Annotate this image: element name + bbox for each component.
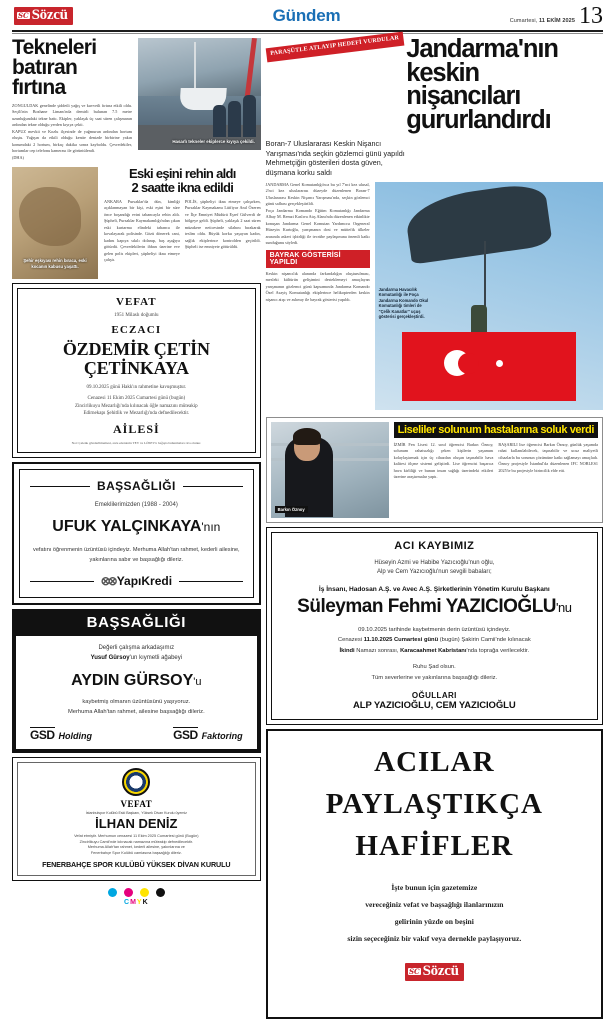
story-jandarma-photo-caption: Jandarma Havacılık Komutanlığı ile Foça Jandarma Komando Okul Komutanlığı timleri de "Çelik Kanatlar" uçuş gösterisi gerçekleştirdi.	[378, 286, 429, 320]
aci-name-suffix: 'nu	[556, 599, 572, 615]
condolence-logo-row	[30, 574, 243, 588]
obituary-kicker: VEFAT	[116, 296, 157, 309]
yapikredi-logo-icon: ⊗⊗	[100, 574, 115, 589]
obituary-inner	[17, 288, 256, 453]
story-liseliler	[266, 417, 603, 523]
promo-logo	[280, 961, 589, 981]
story-liseliler-col-1: İZMİR Fen Lisesi 12. sınıf öğrencisi Barkın Öznoy, solunum rahatsızlığı çeken kişilerin yaşamını kolaylaştırmak için üç cihazdan oluşan taşınabilir hava kalitesi ölçme sistemi geliştirdi. Lise öğrencisi başarıca hava kirliliği ve bunun insan sağlığı üzerindeki etkileri üzerine araştırmalar yaptı.	[393, 441, 494, 480]
aci-title: ACI KAYBIMIZ	[394, 539, 475, 552]
story-jandarma-paragraphs	[266, 182, 370, 247]
obituary-aci-inner	[271, 532, 598, 720]
fenerbahce-role: İstanbulspor Kulübü Eski Başkanı, Yüksek Divan Kurulu üyemiz	[85, 810, 187, 815]
headline-line-1: Eski eşini rehin aldı	[128, 166, 236, 182]
photo-mast	[194, 42, 196, 94]
promo-text-line-2: vereceğiniz vefat ve başsağlığı ilanlarınızın	[365, 900, 504, 910]
promo-word-2: PAYLAŞTIKÇA	[325, 788, 543, 821]
obituary-role: ECZACI	[111, 323, 162, 336]
gsd-subtitle	[26, 644, 247, 663]
gsd-subtitle-line-1: Değerli çalışma arkadaşımız	[98, 645, 175, 652]
photo-helicopter	[403, 182, 552, 264]
obituary-fenerbahce-inner	[17, 762, 256, 877]
story-jandarma-paragraph-3: Keskin nişancılık alanında farkındalığın oluşturulması, mesleki kültürün gelişimini desteklemeyi amaçlayan yarışmanın gözlemci günü kapsamında Jandarma Komando Özel Asayiş Komutanlığı ekiplerince helikopterden keskin nişancı atışı ve aslımıy ile bayrak gösterisi yapıldı.	[265, 270, 370, 302]
flash-badge: PARAŞÜTLE ATLAYIP HEDEFİ VURDULAR	[265, 32, 403, 62]
gsd-text	[26, 698, 247, 718]
obituary-funeral-lines	[26, 395, 247, 418]
condolence-inner	[19, 469, 254, 598]
cmyk-label-y: Y	[136, 899, 143, 907]
story-liseliler-headline: Liseliler solunum hastalarına soluk verdi	[394, 422, 598, 438]
obituary-note: Not: Çelenk gönderilmemesi, arzu edenlerin TEV ve LÖSEV'e bağışta bulunmaları rica olunur.	[71, 440, 202, 445]
source-credit: (DHA)	[12, 154, 24, 160]
promo-word-3: HAFİFLER	[355, 830, 514, 863]
photo-student-hair	[293, 428, 321, 445]
story-liseliler-text	[394, 422, 598, 481]
cmyk-dot-magenta	[124, 888, 133, 897]
aci-role: İş İnsanı, Hadosan A.Ş. ve Avec A.Ş. Şirketlerinin Yönetim Kurulu Başkanı	[318, 585, 550, 593]
gsd-name	[26, 672, 247, 690]
gsd-holding-logo-word: Holding	[58, 730, 93, 741]
story-jandarma-headline-block	[266, 35, 603, 135]
obituary-aci-kaybimiz	[266, 527, 603, 725]
photo-crane	[244, 38, 257, 103]
fenerbahce-text-line-3: Merhuma Allah'tan rahmet, kederli ailesine, yakınlarına ve	[87, 845, 185, 850]
issue-date-rest: 11 EKİM 2025	[538, 18, 575, 25]
page-content	[0, 34, 613, 1019]
condolence-subtitle: Emeklilerimizden (1988 - 2004)	[94, 502, 178, 509]
story-tekneleri-photo-caption: Hasarlı tekneler ekiplerce kıyıya çekildi.	[172, 138, 255, 144]
gsd-text-line-2: Merhuma Allah'tan rahmet, ailesine başsağlığı dileriz.	[67, 708, 205, 715]
story-jandarma-text	[266, 182, 370, 410]
paragraph: Foça Jandarma Komando Eğitim Komutanlığı Jandarma Albay M. Remzi Kaslıva Atış Alanı'nda düzenlenen etkinlikte konuşan Jandarma Genel Komutan Yardımcısı Orgeneral Hüseyin Kurtoğlu, yarışmanın dost ve müttefik ülkeler arasında askeri işbirliği ile tecrübe paylaşımına önemli katkı sunduğunu söyledi.	[265, 207, 370, 246]
promo-text-line-3: gelirinin yüzde on beşini	[394, 917, 474, 927]
photo-person	[213, 105, 226, 137]
aci-date-line: 09.10.2025 tarihinde kaybetmenin derin üzüntüsü içindeyiz.	[358, 626, 511, 633]
condolence-name-suffix: 'nın	[201, 520, 221, 535]
story-liseliler-photo	[271, 422, 389, 518]
fenerbahce-kicker: VEFAT	[120, 798, 153, 809]
story-liseliler-col-2: BAŞARILI lise öğrencisi Barkın Öznoy, günlük yaşamda rahat kullanılabilecek, taşınabilir ve ucuz maliyetli cihazlarla bu sorunun çözümüne katkı sağlamayı amaçladı. Öznoy projesiyle İstanbul'da düzenlenen IFC NOBLES1 2025'te bu projesiyle birincilik elde etti.	[498, 441, 598, 473]
story-tekneleri	[12, 38, 261, 161]
story-tekneleri-body	[12, 103, 132, 162]
aci-funeral-post: (bugün) Şakirin Camii'nde kılınacak	[438, 637, 531, 644]
story-rehin-photo-caption: Şehir eşkıyası rehin bıraca, eski kocanın kabusu yaşattı.	[23, 258, 87, 269]
sozcu-logo-footer-mark: SC	[409, 967, 420, 977]
yapikredi-logo	[101, 574, 172, 588]
gsd-name-text: AYDIN GÜRSOY	[71, 672, 194, 690]
promo-text-line-1: İşte bunun için gazetemize	[391, 883, 478, 893]
issue-date-day: Cumartesi,	[509, 18, 538, 25]
obituary-name-line-1: ÖZDEMİR ÇETİN	[62, 338, 210, 359]
promo-text	[280, 879, 589, 947]
gsd-faktoring-logo-word: Faktoring	[201, 730, 243, 741]
aci-sons: ALP YAZICIOĞLU, CEM YAZICIOĞLU	[353, 699, 516, 711]
gsd-faktoring-logo-mark: GSD	[173, 727, 198, 742]
sozcu-logo-footer-text: Sözcü	[422, 963, 459, 980]
story-jandarma-red-banner: BAYRAK GÖSTERİSİ YAPILDI	[266, 250, 370, 268]
paragraph: KAPUZ mevkii ve Kozlu ilçesinde de yağmurun ardından hortum oluştu. Yağışın da etkili olduğu kentte denizde birbirine yakın konumdaki 2 hortum, birkaç dakika sonra kayboldu. Çevredekiler, hortumlar cep telefonu kamerası ile görüntülendi.	[12, 128, 132, 154]
sozcu-logo-mark: SC	[18, 11, 29, 20]
photo-person	[243, 95, 256, 137]
obituary-name-line-2: ÇETİNKAYA	[83, 358, 189, 379]
cmyk-dot-cyan	[108, 888, 117, 897]
condolence-text: vefatını öğrenmenin üzüntüsü içindeyiz. Merhuma Allah'tan rahmet, kederli ailesine, yakınlarına sabır ve başsağlığı dileriz.	[33, 547, 240, 563]
aci-funeral-pre: Cenazesi	[337, 637, 364, 644]
obituary-fenerbahce	[12, 757, 261, 882]
obituary-name	[26, 340, 247, 379]
gsd-faktoring-logo	[173, 727, 243, 742]
left-column	[12, 38, 261, 1019]
cmyk-dots	[12, 888, 261, 897]
story-rehin-text	[104, 167, 261, 279]
masthead	[0, 0, 613, 28]
cmyk-dot-yellow	[140, 888, 149, 897]
aci-funeral-line-1	[282, 635, 587, 645]
aci-relatives-line-1: Hüseyin Azmi ve Habibe Yazıcıoğlu'nun oğlu,	[374, 559, 495, 566]
flag-crescent-cut	[458, 353, 479, 374]
aci-funeral-date: 11.10.2025 Cumartesi günü	[363, 637, 439, 644]
gsd-relative-suffix: 'un kıymetli ağabeyi	[129, 654, 183, 661]
story-tekneleri-headline	[12, 38, 132, 98]
photo-turkish-flag	[402, 332, 576, 400]
aci-cemetery: Karacaahmet Kabristanı	[400, 647, 467, 654]
aci-prayer-time: İkindi	[339, 647, 355, 654]
story-rehin-columns	[104, 199, 261, 264]
condolence-yapikredi	[12, 462, 261, 605]
condolence-title: BAŞSAĞLIĞI	[97, 479, 176, 494]
fenerbahce-text-line-1: Vefat etmiştir. Merhumun cenazesi 11 Ekim 2025 Cumartesi günü (Bugün)	[74, 833, 199, 838]
section-title: Gündem	[272, 6, 341, 25]
paragraph: ZONGULDAK genelinde şiddetli yağış ve kuvvetli fırtına etkili oldu. Seçili'nin Bozhane Limanı'nda demirli bulunan 7.5 metre uzunluğundaki tekne battı. Ekipler, yaklaşık üç saat süren çalışmanın ardından tekne olduğu yerden kıyıya çekti.	[12, 102, 132, 128]
story-tekneleri-text	[12, 38, 132, 161]
aci-name	[282, 596, 587, 618]
promo-word-1: ACILAR	[374, 745, 495, 778]
gsd-subtitle-line-2	[26, 654, 247, 663]
gsd-body	[16, 636, 257, 748]
condolence-name-text: UFUK YALÇINKAYA	[52, 518, 202, 536]
fenerbahce-text	[25, 834, 248, 858]
photo-figure	[19, 187, 81, 245]
fenerbahce-text-line-4: Fenerbahçe Spor Kulübü camiasına başsağlığı dileriz.	[90, 851, 182, 856]
story-rehin-headline	[104, 167, 261, 194]
aci-relatives	[282, 559, 587, 578]
cmyk-label	[12, 899, 261, 906]
gsd-name-suffix: 'u	[193, 676, 202, 689]
gsd-title: BAŞSAĞLIĞI	[86, 614, 186, 632]
paragraph: JANDARMA Genel Komutanlığı'nca bu yıl 7'nci kez ulusal, 2'nci kez uluslararası düzeyde düzenlenen Boran-7 Uluslararası Keskin Nişancı Yarışması'nda, seçkin gözlemci günü safhası gerçekleştirildi.	[265, 181, 370, 207]
sozcu-logo-footer	[405, 963, 464, 981]
fenerbahce-club: FENERBAHÇE SPOR KULÜBÜ YÜKSEK DİVAN KURULU	[42, 860, 231, 870]
gsd-holding-logo	[30, 727, 92, 742]
fenerbahce-text-line-2: Zincirlikuyu Camii'nde kılınacak namazına müteakip defnedilecektir.	[79, 839, 194, 844]
story-jandarma-headline	[406, 35, 603, 135]
story-jandarma	[265, 35, 603, 410]
cmyk-label-k: K	[142, 899, 149, 907]
gsd-relative-name: Yusuf Gürsoy	[90, 654, 130, 661]
story-liseliler-columns	[394, 442, 598, 481]
funeral-line-1: Cenazesi 11 Ekim 2025 Cumartesi günü (bugün)	[87, 396, 186, 402]
obituary-birth: 1951 Milaslı doğumlu	[114, 313, 159, 319]
gsd-logo-row	[26, 727, 247, 742]
story-rehin-col-2: POLİS, şüpheliyi ikna etmeye çalışırken, Pursaklar Kaymakamı Lütfiyar Anıl Özeren ve İlçe Emniyet Müdürü Eşref Gülverdi de bölgeye geldi. Şüpheli, yaklaşık 2 saat süren müzakere neticesinde silahını bırakarak teslim oldu. Büyük korku yaşayan kadın, sağlık ekiplerince kontrolden geçirildi. Şüpheli ise emniyete götürüldü.	[184, 198, 261, 250]
funeral-line-3: Edirnekapı Şehitlik ve Mezarlığı'nda defnedilecektir.	[83, 411, 190, 417]
obituary-family: AİLESİ	[112, 421, 160, 436]
yapikredi-logo-text: YapıKredi	[116, 574, 173, 589]
flag-star-icon	[496, 360, 503, 367]
story-liseliler-photo-name: Barkın Öznoy	[275, 506, 308, 513]
right-column	[265, 35, 603, 1019]
photo-person	[228, 101, 241, 137]
story-rehin	[12, 167, 261, 279]
story-jandarma-photo	[375, 182, 603, 410]
cmyk-dot-black	[156, 888, 165, 897]
story-jandarma-subhead: Boran-7 Uluslararası Keskin Nişancı Yarışması'nda seçkin gözlemci günü yapıldı Mehmetçiğin gösterileri dosta güven, düşmana korku saldı	[265, 138, 405, 177]
fenerbahce-crest-icon	[122, 768, 150, 796]
story-rehin-photo	[12, 167, 98, 279]
story-tekneleri-photo	[138, 38, 261, 150]
headline-line-2: nişancıları gururlandırdı	[406, 82, 551, 135]
story-rehin-col-1: ANKARA Pursaklar'da dün, kimliği açıklanmayan bir kişi, eski eşini bir süre önce boşandığı evini tabancayla rehin aldı. Şüpheli, Pursaklar Kaymakamlığı'ndan çıkan eski kurtarma elindeki tabanca ile kovalayarak polisinde. Gözü dönerek cani, kadını kapıya sıkılı dolanıp, baş aşağıya götürdü. Çevredekilerin ihbarı üzerine eve gelen polis ekipleri, şüpheliyi ikna etmeye çalıştı.	[104, 198, 180, 263]
story-jandarma-body-wrap	[266, 182, 603, 410]
condolence-name	[30, 518, 243, 536]
obituary-death-line: 09.10.2025 günü Hakk'ın rahmetine kavuşmuştur.	[86, 384, 187, 390]
condolence-title-row	[30, 479, 243, 493]
aci-funeral-end: 'nda toprağa verilecektir.	[466, 647, 530, 654]
aci-name-text: Süleyman Fehmi YAZICIOĞLU	[297, 595, 557, 617]
aci-funeral-mid: Namazı sonrası,	[354, 647, 401, 654]
aci-sons-label: OĞULLARI	[411, 690, 457, 700]
promo-text-line-4: sizin seçeceğiniz bir vakıf veya dernekle paylaşıyoruz.	[347, 934, 522, 944]
cmyk-label-c: C	[124, 899, 131, 907]
funeral-line-2: Zincirlikuyu Mezarlığı'nda kılınacak öğle namazını müteakip	[74, 403, 198, 409]
aci-relatives-line-2: Alp ve Cem Yazıcıoğlu'nun sevgili babaları;	[377, 569, 492, 576]
sozcu-logo-text: Sözcü	[31, 7, 68, 23]
cmyk-registration	[12, 885, 261, 906]
aci-condolence: Tüm severlerine ve yakınlarına başsağlığı dileriz.	[371, 674, 498, 681]
fenerbahce-name: İLHAN DENİZ	[95, 815, 178, 831]
condolence-gsd	[12, 609, 261, 752]
masthead-rule	[12, 30, 603, 32]
aci-funeral-line-2	[282, 646, 587, 656]
headline-line-1: Tekneleri	[12, 36, 97, 59]
headline-line-2: 2 saatte ikna edildi	[131, 179, 234, 195]
promo-acilar	[266, 729, 603, 1019]
obituary-vefat-cetinkaya	[12, 283, 261, 458]
headline-line-1: Jandarma'nın keskin	[406, 35, 558, 87]
gsd-text-line-1: kaybetmiş olmanın üzüntüsünü yaşıyoruz.	[82, 699, 191, 706]
cmyk-label-m: M	[130, 899, 137, 907]
gsd-holding-logo-mark: GSD	[30, 727, 55, 742]
aci-ruh: Ruhu Şad olsun.	[412, 664, 456, 671]
headline-line-2: batıran fırtına	[12, 55, 78, 99]
page-number: 13	[579, 2, 603, 29]
